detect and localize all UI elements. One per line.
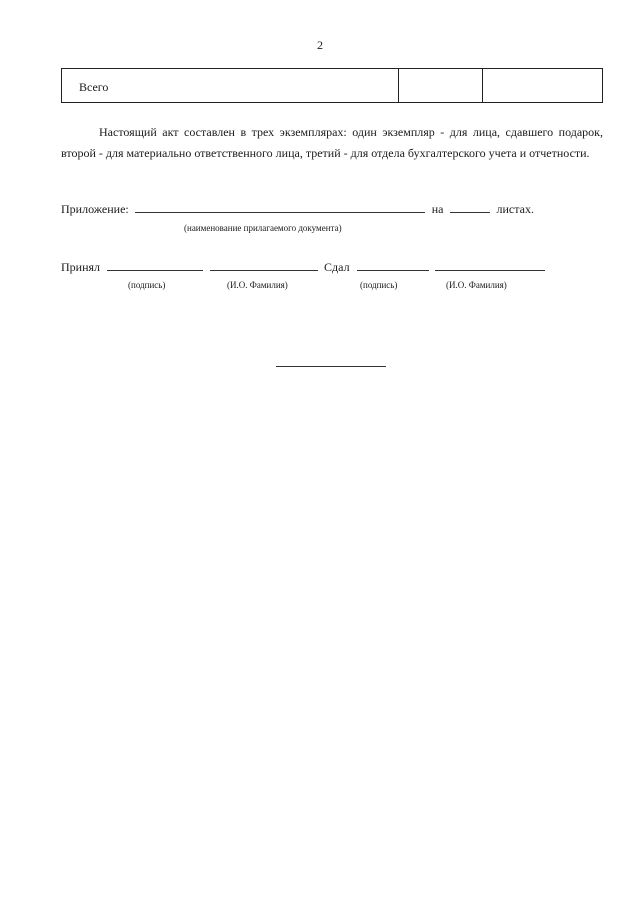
appendix-on-label: на bbox=[431, 202, 444, 216]
caption-signature-handed: (подпись) bbox=[360, 280, 398, 290]
caption-name-accepted: (И.О. Фамилия) bbox=[227, 280, 288, 290]
caption-signature-accepted: (подпись) bbox=[128, 280, 166, 290]
total-value-cell-2 bbox=[483, 69, 603, 103]
page-number: 2 bbox=[317, 38, 323, 52]
table-row bbox=[62, 69, 603, 103]
appendix-label: Приложение: bbox=[61, 202, 129, 216]
paragraph-line-1: Настоящий акт составлен в трех экземплярах: один экземпляр - для лица, сдавшего подарок, bbox=[99, 125, 603, 139]
handed-label: Сдал bbox=[324, 260, 350, 274]
handed-name-field bbox=[435, 259, 545, 271]
appendix-row bbox=[61, 201, 534, 217]
accepted-name-field bbox=[210, 259, 318, 271]
accepted-signature-field bbox=[107, 259, 203, 271]
total-value-cell-1 bbox=[399, 69, 483, 103]
total-table bbox=[61, 68, 603, 103]
appendix-document-field bbox=[135, 201, 425, 213]
appendix-caption: (наименование прилагаемого документа) bbox=[184, 223, 342, 233]
accepted-label: Принял bbox=[61, 260, 101, 274]
appendix-sheets-label: листах. bbox=[496, 202, 534, 216]
signatures-row bbox=[61, 259, 545, 275]
handed-signature-field bbox=[357, 259, 429, 271]
appendix-sheets-count-field bbox=[450, 201, 490, 213]
total-label-cell: Всего bbox=[62, 69, 399, 103]
copies-paragraph bbox=[61, 122, 603, 164]
caption-name-handed: (И.О. Фамилия) bbox=[446, 280, 507, 290]
end-separator-line bbox=[276, 366, 386, 367]
paragraph-rest: второй - для материально ответственного лица, третий - для отдела бухгалтерского учета и отчетности. bbox=[61, 146, 590, 160]
